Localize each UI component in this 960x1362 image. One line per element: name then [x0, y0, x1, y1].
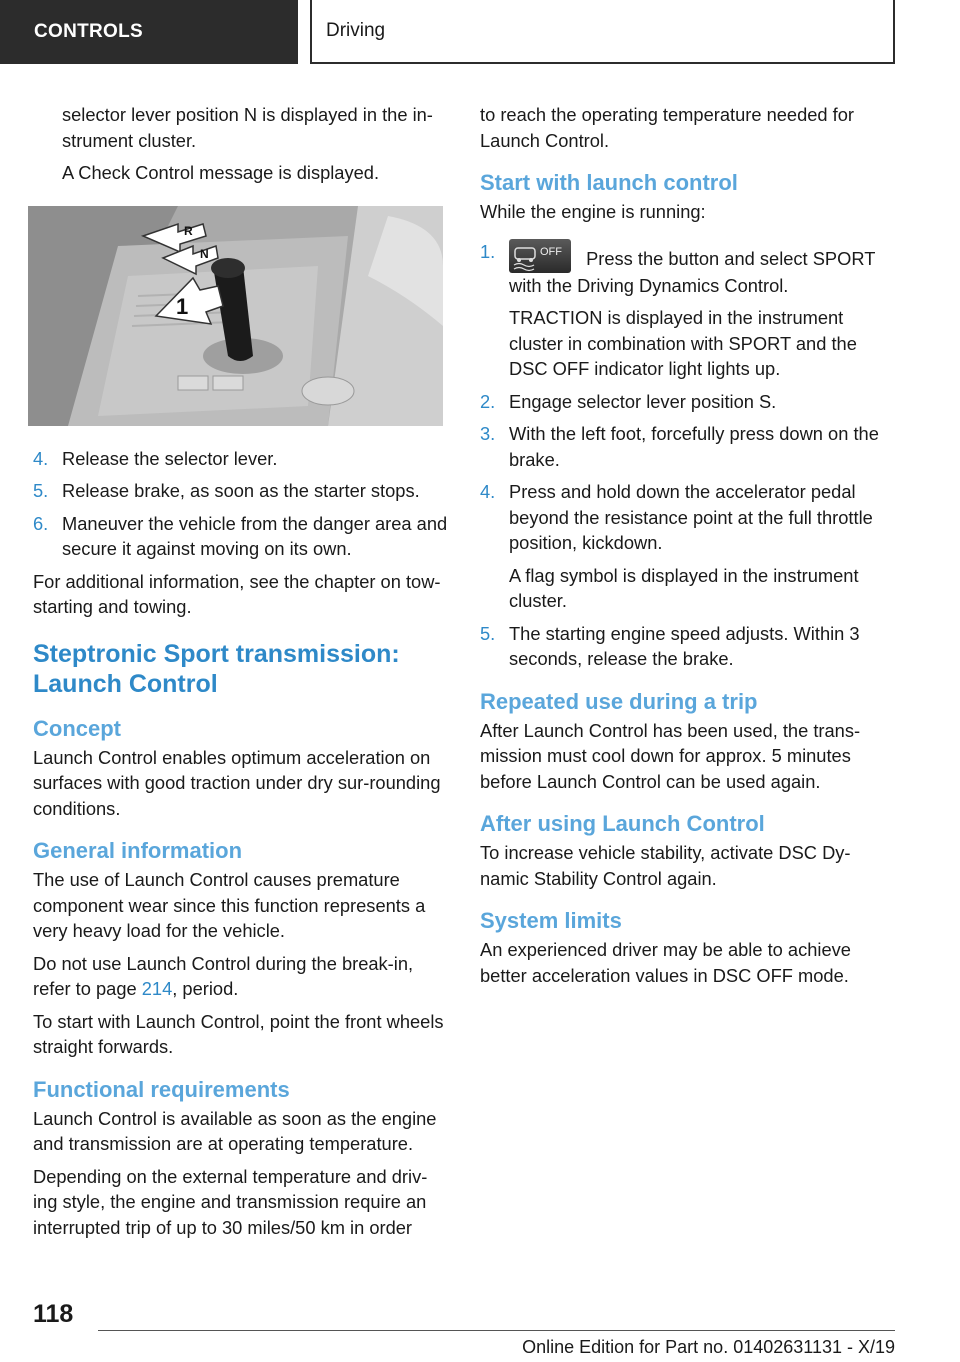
step-sub-text: A flag symbol is displayed in the instrument cluster.: [509, 564, 859, 611]
repeated-heading: Repeated use during a trip: [480, 688, 758, 714]
chapter-title: Driving: [310, 0, 895, 64]
step-text: Release brake, as soon as the starter stops.: [62, 480, 420, 501]
list-item: [33, 511, 451, 562]
left-column: [33, 102, 451, 1247]
section-tab: CONTROLS: [0, 0, 298, 64]
repeated-text: After Launch Control has been used, the trans-mission must cool down for approx. 5 minutes before Launch Control can be used again.: [480, 719, 861, 792]
label-1: 1: [176, 293, 189, 319]
step-text: Release the selector lever.: [62, 447, 278, 469]
functional-heading: Functional requirements: [33, 1076, 290, 1102]
general-text-2-post: , period.: [172, 978, 239, 999]
step-text: Press the button and select SPORT with the Driving Dynamics Control.: [509, 247, 876, 296]
continued-text: to reach the operating temperature needed for Launch Control.: [480, 104, 854, 151]
selector-lever-illustration: [28, 206, 443, 426]
general-text-3: To start with Launch Control, point the front wheels straight forwards.: [33, 1010, 444, 1057]
section-title: Steptronic Sport transmission: Launch Control: [33, 639, 400, 698]
step-number: 5.: [33, 480, 49, 501]
additional-info: For additional information, see the chapter on tow-starting and towing.: [33, 570, 441, 617]
functional-text-1: Launch Control is available as soon as the engine and transmission are at operating temperature.: [33, 1107, 437, 1154]
general-heading: General information: [33, 838, 243, 863]
list-item: [480, 421, 898, 472]
intro-text-1: selector lever position N is displayed in the in-strument cluster.: [62, 104, 433, 151]
page-header: [0, 0, 960, 66]
list-item: [480, 479, 898, 556]
list-item: [480, 389, 898, 415]
edition-text: Online Edition for Part no. 01402631131 - X/19: [522, 1337, 895, 1357]
general-text-2-pre: Do not use Launch Control during the break-in, refer to page: [33, 952, 414, 999]
after-text: To increase vehicle stability, activate DSC Dy-namic Stability Control again.: [480, 842, 851, 889]
page-number: 118: [33, 1300, 74, 1328]
limits-heading: System limits: [480, 908, 622, 933]
step-text: Maneuver the vehicle from the danger area and secure it against moving on its own.: [62, 512, 448, 559]
start-heading: Start with launch control: [480, 170, 738, 195]
dsc-button-label: OFF: [540, 245, 562, 258]
list-item: [480, 621, 898, 672]
step-sub-text: TRACTION is displayed in the instrument cluster in combination with SPORT and the DSC OFF indicator light lights up.: [509, 307, 857, 379]
step-text: Press and hold down the accelerator pedal beyond the resistance point at the full throttle position, kickdown.: [509, 481, 873, 553]
concept-text: Launch Control enables optimum acceleration on surfaces with good traction under dry sur-rounding conditions.: [33, 746, 441, 819]
footer-divider: [98, 1330, 895, 1331]
dsc-off-button-icon: [509, 239, 571, 273]
page-link-214[interactable]: 214: [141, 978, 173, 999]
step-number: 4.: [33, 447, 49, 469]
intro-text-2: A Check Control message is displayed.: [62, 162, 380, 183]
step-number: 1.: [480, 240, 496, 262]
step-text: With the left foot, forcefully press down on the brake.: [509, 423, 879, 470]
functional-text-2: Depending on the external temperature and driv-ing style, the engine and transmission require an interrupted trip of up to 30 miles/50 km in order: [33, 1165, 428, 1238]
step-number: 6.: [33, 512, 49, 534]
list-item: [480, 239, 898, 299]
label-n: N: [200, 246, 209, 261]
selector-lever-figure: [28, 206, 443, 426]
step-number: 5.: [480, 622, 496, 644]
step-number: 2.: [480, 390, 496, 412]
limits-text: An experienced driver may be able to achieve better acceleration values in DSC OFF mode.: [480, 939, 851, 986]
general-text-2: [33, 951, 451, 1002]
concept-heading: Concept: [33, 715, 121, 741]
start-intro: While the engine is running:: [480, 201, 706, 222]
step-text: The starting engine speed adjusts. Within 3 seconds, release the brake.: [509, 622, 860, 669]
list-item: [33, 446, 451, 472]
general-text-1: The use of Launch Control causes premature component wear since this function represents a very heavy load for the vehicle.: [33, 869, 426, 941]
step-text: Engage selector lever position S.: [509, 390, 777, 412]
step-number: 3.: [480, 423, 496, 444]
right-column: [480, 102, 898, 995]
list-item: [33, 478, 451, 504]
step-number: 4.: [480, 481, 496, 502]
label-r: R: [184, 223, 193, 238]
after-heading: After using Launch Control: [480, 811, 765, 836]
